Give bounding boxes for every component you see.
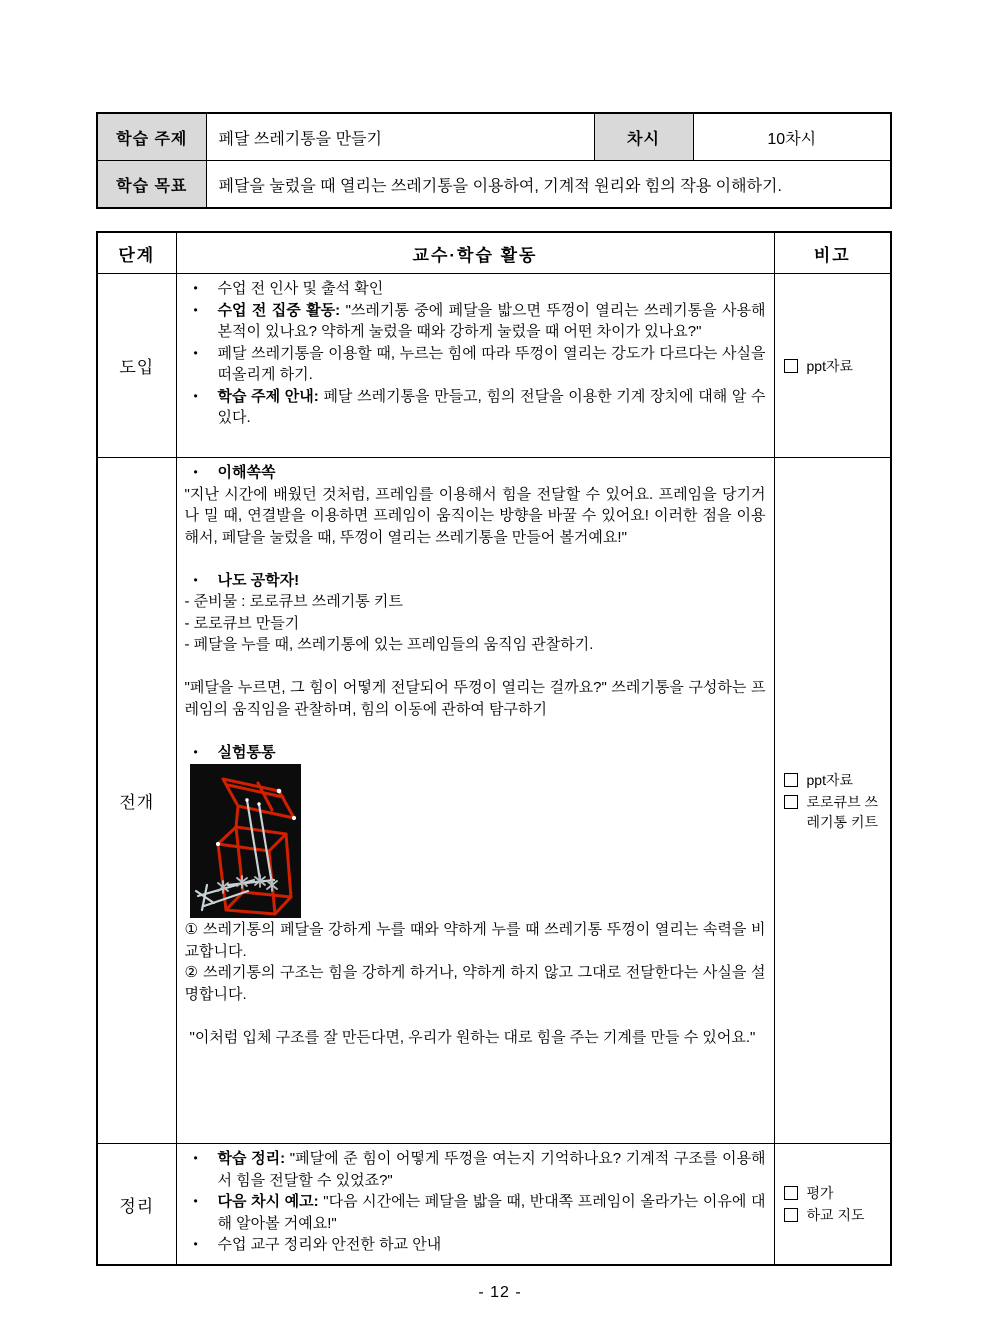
header-stage: 단계 [97,232,176,274]
note-item [784,792,887,832]
lesson-table [96,231,892,1266]
page-number: - 12 - [478,1284,522,1301]
develop-notes [774,458,891,1144]
bullet-text: 실험통통 [217,743,276,761]
note-label: 하교 지도 [806,1207,865,1223]
header-activity: 교수·학습 활동 [176,232,774,274]
develop-paragraph-intro: "지난 시간에 배웠던 것처럼, 프레임를 이용해서 힘을 전달할 수 있어요. 프레임을 당기거나 밀 때, 연결발을 이용하면 프레임이 움직이는 방향을 바꿀 수 있어요! 이러한 점을 이용해서, 페달을 눌렀을 때, 뚜껑이 열리는 쓰레기통을 만들어 볼거예요!" [184,485,766,546]
develop-dash-3: - 페달을 누를 때, 쓰레기통에 있는 프레임들의 움직임 관찰하기. [184,636,594,653]
checkbox-icon [784,773,798,787]
bullet-text: 수업 전 인사 및 출석 확인 [217,280,384,297]
topic-label: 학습 주제 [97,113,206,161]
note-item [784,1183,887,1203]
bullet-icon: • [193,345,198,360]
note-item [784,770,887,790]
develop-paragraph-question: "페달을 누르면, 그 힘이 어떻게 전달되어 뚜껑이 열리는 걸까요?" 쓰레기통을 구성하는 프레임의 움직임을 관찰하며, 힘의 이동에 관하여 탐구하기 [184,679,766,718]
bullet-icon: • [193,281,198,295]
bullet-icon: • [193,1237,198,1251]
session-value: 10차시 [693,113,891,161]
bullet-icon: • [193,744,198,759]
intro-activity [176,274,774,458]
develop-step-1: ① 쓰레기통의 페달을 강하게 누를 때와 약하게 누를 때 쓰레기통 뚜껑이 열리는 속력을 비교합니다. [184,921,766,960]
checkbox-icon [784,795,798,809]
wrapup-bullet-3 [185,1234,766,1256]
row-develop [97,458,891,1144]
wrapup-activity [176,1144,774,1266]
intro-bullet-4 [185,386,766,429]
bullet-icon: • [193,388,198,403]
note-item [784,1205,887,1225]
bullet-text: 나도 공학자! [217,571,300,589]
develop-activity [176,458,774,1144]
intro-bullet-2 [185,300,766,343]
info-table [96,112,892,209]
spacer [185,1005,766,1027]
bullet-text: 다음 차시 예고: "다음 시간에는 페달을 밟을 때, 반대쪽 프레임이 올라가는 이유에 대해 알아볼 거예요!" [217,1193,766,1232]
header-note: 비고 [774,232,891,274]
develop-paragraph-quote: "이처럼 입체 구조를 잘 만든다면, 우리가 원하는 대로 힘을 주는 기계를 만들 수 있어요." [189,1028,756,1046]
stage-develop: 전개 [97,458,176,1144]
bullet-icon: • [193,302,198,317]
note-label: 평가 [806,1185,834,1201]
spacer [185,720,766,742]
bullet-text: 페달 쓰레기통을 이용할 때, 누르는 힘에 따라 뚜껑이 열리는 강도가 다르다는 사실을 떠올리게 하기. [217,344,766,383]
develop-step-2: ② 쓰레기통의 구조는 힘을 강하게 하거나, 약하게 하지 않고 그대로 전달한다는 사실을 설명합니다. [184,964,766,1003]
wrapup-bullet-2 [185,1191,766,1234]
goal-label: 학습 목표 [97,161,206,209]
row-wrapup [97,1144,891,1266]
session-label: 차시 [594,113,693,161]
stage-intro: 도입 [97,274,176,458]
develop-bullet-understand [185,462,766,484]
bullet-icon: • [193,1151,198,1165]
develop-bullet-engineer [185,570,766,592]
develop-dash-2: - 로로큐브 만들기 [184,614,300,632]
bullet-text: 학습 정리: "페달에 준 힘이 어떻게 뚜껑을 여는지 기억하나요? 기계적 구조를 이용해서 힘을 전달할 수 있었죠?" [217,1150,766,1189]
develop-bullet-experiment [185,742,766,764]
intro-bullet-3 [185,343,766,386]
stage-wrapup: 정리 [97,1144,176,1266]
note-label: ppt자료 [806,357,854,374]
topic-value: 페달 쓰레기통을 만들기 [206,113,594,161]
wrapup-notes [774,1144,891,1266]
bullet-text: 수업 전 집중 활동: "쓰레기통 중에 페달을 밟으면 뚜껑이 열리는 쓰레기통을 사용해 본적이 있나요? 약하게 눌렀을 때와 강하게 눌렀을 때 어떤 차이가 있나요?" [217,301,766,340]
spacer [185,548,766,570]
checkbox-icon [784,1208,798,1222]
bullet-icon: • [193,465,198,479]
goal-value: 페달을 눌렀을 때 열리는 쓰레기통을 이용하여, 기계적 원리와 힘의 작용 이해하기. [206,161,891,209]
wrapup-bullet-1 [185,1148,766,1191]
bullet-icon: • [193,572,198,587]
bullet-text: 학습 주제 안내: 페달 쓰레기통을 만들고, 힘의 전달을 이용한 기계 장치에 대해 알 수 있다. [217,387,766,426]
intro-bullet-1 [185,278,766,300]
note-item [784,356,887,376]
intro-notes [774,274,891,458]
bullet-icon: • [193,1194,198,1208]
note-label: 로로큐브 쓰레기통 키트 [806,793,879,830]
trash-bin-kit-photo [190,764,301,918]
develop-dash-1: - 준비물 : 로로큐브 쓰레기통 키트 [184,593,403,610]
row-intro [97,274,891,458]
bullet-text: 수업 교구 정리와 안전한 하교 안내 [217,1236,442,1253]
checkbox-icon [784,1186,798,1200]
checkbox-icon [784,359,798,373]
note-label: ppt자료 [806,771,854,788]
spacer [185,656,766,678]
lesson-table-header [97,232,891,274]
bullet-text: 이해쏙쏙 [217,464,276,481]
